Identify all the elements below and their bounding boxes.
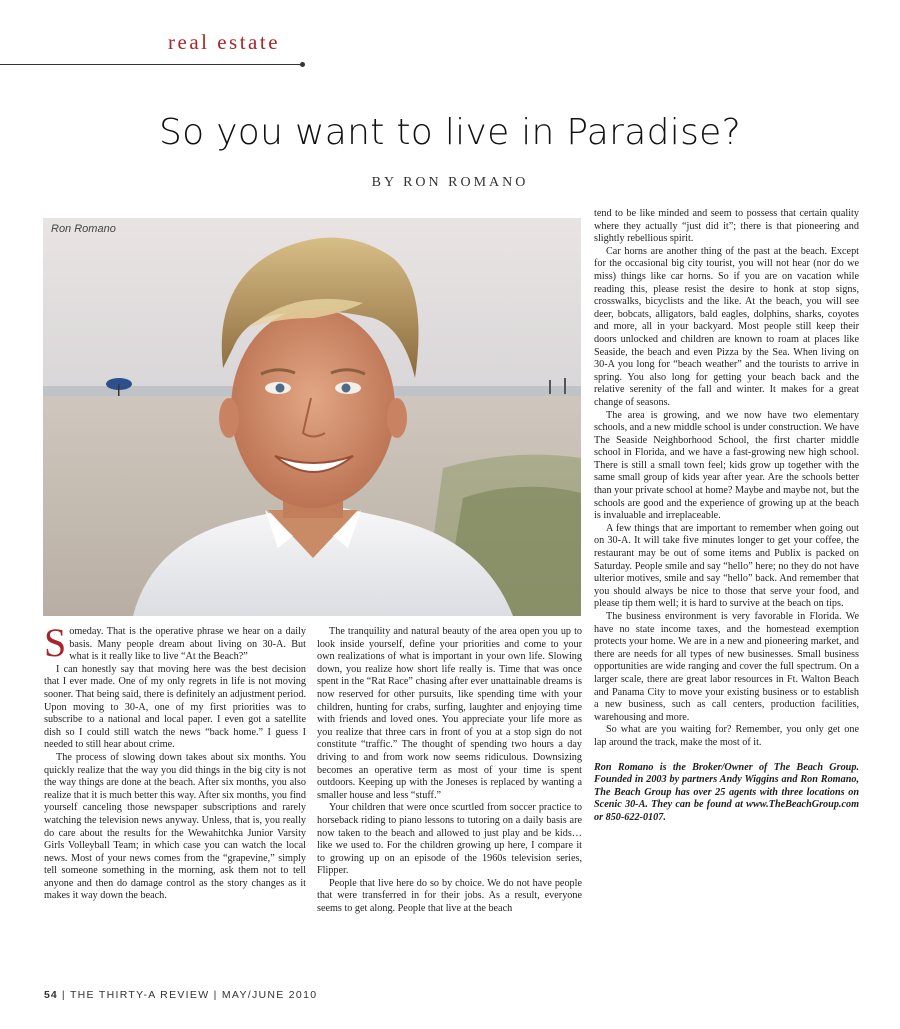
paragraph: tend to be like minded and seem to possess that certain quality where they actually “just did it”; there is that pioneering and slightly rebellious spirit. xyxy=(594,208,859,245)
paragraph: Your children that were once scurtled from soccer practice to horseback riding to piano lessons to tutoring on a daily basis are now taken to the beach and allowed to just play and be kids…like we used to. For the children growing up here, I compare it to growing up on an episode of the 1960s television series, Flipper. xyxy=(317,802,582,877)
paragraph: People that live here do so by choice. We do not have people that were transferred in for their jobs. As a result, everyone seems to get along. People that live at the beach xyxy=(317,877,582,915)
section-rule xyxy=(0,64,303,65)
article-headline: So you want to live in Paradise? xyxy=(158,112,741,153)
article-column-1 xyxy=(44,620,306,903)
paragraph xyxy=(44,620,306,665)
paragraph: A few things that are important to remember when going out on 30-A. It will take five minutes longer to get your coffee, the restaurant may be out of some items and Publix is packed on Saturday. People smile and say “hello” here; no they do not have ulterior motives, smile and say “hello” back. And remember that you should always be nice to those that serve your food, and please tip them well; it is hard to survive at the beach on tips. xyxy=(594,522,859,610)
paragraph: Car horns are another thing of the past at the beach. Except for the occasional big city tourist, you will not hear (nor do we miss) things like car horns. So if you are on vacation while reading this, please resist the desire to honk at stop signs, crosswalks, bicyclists and the like. At the beach, you will see deer, bobcats, alligators, bald eagles, dolphins, sharks, coyotes and more, all in your backyard. Most people still keep their doors unlocked and children are known to roam at places like Seaside, the beach and even Pizza by the Sea. When living on 30-A you long for “beach weather” and the tourists to arrive in spring. You also long for getting your beach back and the relative serenity of the fall and winter. It makes for a great change of seasons. xyxy=(594,245,859,408)
paragraph: So what are you waiting for? Remember, you only get one lap around the track, make the most of it. xyxy=(594,724,859,748)
article-byline: BY RON ROMANO xyxy=(371,175,529,190)
paragraph: The process of slowing down takes about six months. You quickly realize that the way you did things in the big city is not the way things are done at the beach. After six months, you also realize that it is much better this way. After six months, you find yourself canceling those newspaper subscriptions and rarely watching the television news anyway. Unless, that is, you really do care about the results for the Wewahitchka Junior Varsity Girls Volleyball Team; in which case you can watch the local news. Most of your news comes from the “grapevine,” simply tell someone something in the morning, ask them not to tell anyone and then do damage control as the story changes as it makes it way down the beach. xyxy=(44,751,306,902)
author-photo xyxy=(43,218,581,616)
publication-info: | THE THIRTY-A REVIEW | MAY/JUNE 2010 xyxy=(61,989,318,1001)
drop-cap: S xyxy=(44,620,67,665)
paragraph: The area is growing, and we now have two elementary schools, and a new middle school is under construction. We have The Seaside Neighborhood School, the first charter middle school in Florida, and we have a fast-growing new high school. There is still a small town feel; kids grow up together with the same small group of kids year after year. Are the schools better than your private school at home? Maybe and maybe not, but the schools are good and the experience of growing up at the beach is invaluable and irreplaceable. xyxy=(594,409,859,522)
page-footer xyxy=(44,989,317,1001)
author-bio: Ron Romano is the Broker/Owner of The Beach Group. Founded in 2003 by partners Andy Wiggins and Ron Romano, The Beach Group has over 25 agents with three locations on Scenic 30-A. They can be found at www.TheBeachGroup.com or 850-622-0107. xyxy=(594,761,859,823)
article-column-2 xyxy=(317,626,582,916)
paragraph: I can honestly say that moving here was the best decision that I ever made. One of my only regrets in life is not moving sooner. That being said, there is definitely an adjustment period. Upon moving to 30-A, one of my first priorities was to subscribe to a national and local paper. I even got a satellite dish so I could still watch the news “back home.” I guess I needed to still hear about crime. xyxy=(44,663,306,751)
article-column-3 xyxy=(594,208,859,825)
photo-caption: Ron Romano xyxy=(51,223,116,235)
paragraph: The tranquility and natural beauty of the area open you up to look inside yourself, define your priorities and come to your own realizations of what is important in your own life. Slowing down, you realize how short life really is. Time that was once spent in the “Rat Race” chasing after ever unattainable dreams is now reserved for other pursuits, like spending time with your children, hunting for crabs, surfing, laughter and enjoying time with friends and loved ones. You appreciate your life more as you realize that three cars in front of you at a stop sign do not constitute “traffic.” The thought of spending two hours a day driving to and from work now seems ridiculous. Downsizing becomes an operative term as most of your time is spent outdoors. Keeping up with the Joneses is replaced by wanting a smaller house and less “stuff.” xyxy=(317,626,582,801)
paragraph-text: omeday. That is the operative phrase we hear on a daily basis. Many people dream about living on 30-A. But what is it really like to live “At the Beach?” xyxy=(69,626,306,663)
paragraph: The business environment is very favorable in Florida. We have no state income taxes, and the homestead exemption protects your home. We are in a new and pioneering market, and there are needs for all types of new businesses. Small business opportunities are wide ranging and cover the full spectrum. On a larger scale, there are great labor resources in Ft. Walton Beach and Panama City to move your existing business or to establish a new business, such as call centers, production facilities, warehousing and more. xyxy=(594,611,859,723)
section-label: real estate xyxy=(168,30,281,54)
section-rule-dot xyxy=(300,62,305,67)
page-number: 54 xyxy=(44,989,58,1001)
